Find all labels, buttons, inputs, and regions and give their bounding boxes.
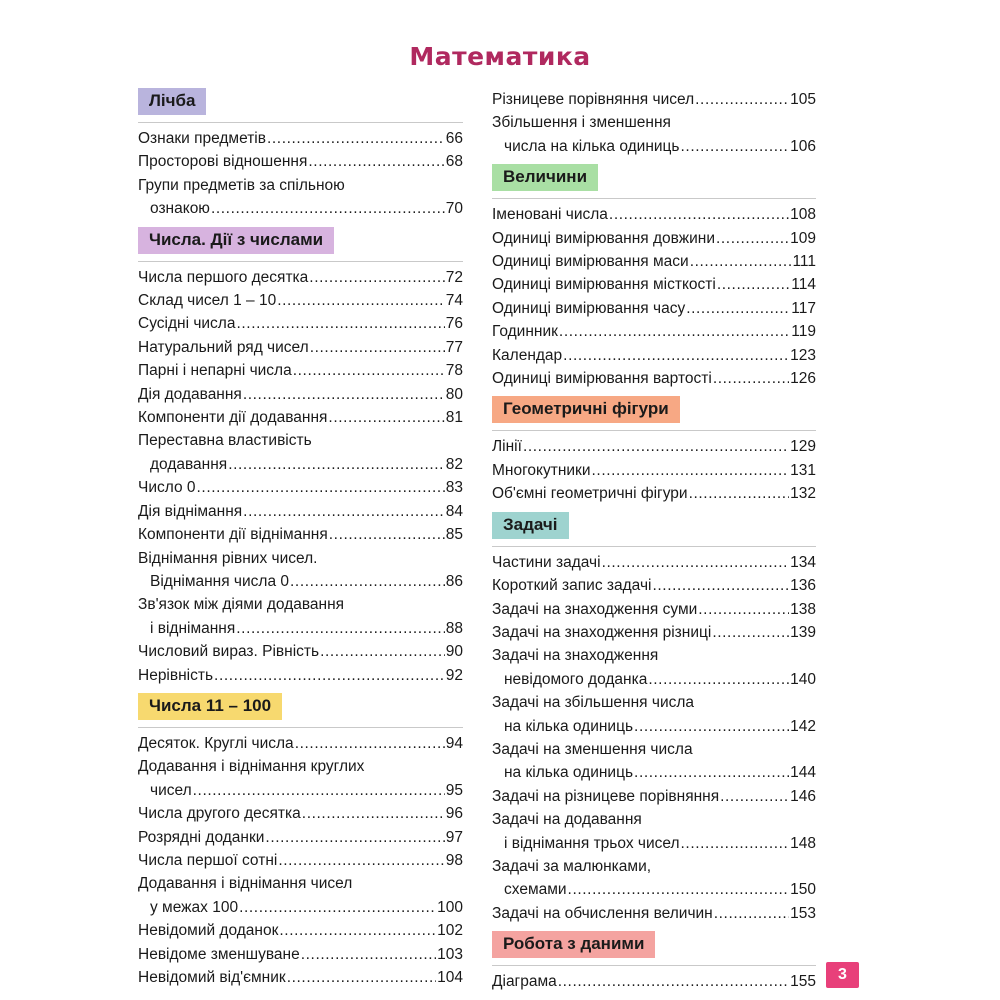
toc-entry-label: у межах 100 (150, 898, 239, 916)
toc-entry-label: Числа другого десятка (138, 805, 301, 823)
toc-entry-label: Десяток. Круглі числа (138, 734, 294, 752)
dot-leader (652, 574, 789, 597)
toc-entry-page: 90 (445, 643, 463, 661)
dot-leader (609, 203, 789, 226)
dot-leader (563, 344, 789, 367)
toc-entry-page: 80 (445, 385, 463, 403)
toc-entry-row (492, 367, 816, 390)
toc-entry-label: Парні і непарні числа (138, 362, 292, 380)
dot-leader (634, 761, 789, 784)
dot-leader (295, 732, 445, 755)
toc-entry-page: 98 (445, 851, 463, 869)
toc-entry-page: 104 (437, 969, 463, 986)
toc-entry-page: 78 (445, 362, 463, 380)
toc-entry-label: Задачі на зменшення числа (492, 740, 693, 758)
toc-entry-page: 76 (445, 315, 463, 333)
section-heading[interactable]: Числа 11 – 100 (138, 693, 282, 720)
toc-entry-label: Задачі за малюнками, (492, 857, 652, 875)
dot-leader (277, 289, 445, 312)
dot-leader (211, 197, 445, 220)
toc-entry-label: Календар (492, 346, 563, 364)
toc-entry-row (492, 320, 816, 343)
toc-entry-row (138, 943, 463, 966)
dot-leader (197, 476, 445, 499)
toc-entry-row (138, 919, 463, 942)
toc-entry-label: Многокутники (492, 461, 591, 479)
toc-entry[interactable] (492, 808, 816, 855)
toc-entry-label: Задачі на додавання (492, 811, 642, 829)
dot-leader (717, 273, 790, 296)
toc-entry-page: 102 (437, 922, 463, 940)
toc-entry-label: Натуральний ряд чисел (138, 338, 309, 356)
toc-entry[interactable] (138, 872, 463, 919)
toc-entry-row (492, 598, 816, 621)
toc-entry-row (492, 482, 816, 505)
toc-entry-label: на кілька одиниць (504, 764, 634, 782)
toc-entry-label: Іменовані числа (492, 206, 608, 224)
toc-entry[interactable] (138, 943, 463, 966)
toc-entry-label: Задачі на знаходження суми (492, 600, 698, 618)
toc-entry-row (138, 383, 463, 406)
toc-entry[interactable] (492, 551, 816, 574)
toc-entry-row (492, 761, 816, 784)
dot-leader (592, 459, 790, 482)
dot-leader (302, 802, 445, 825)
dot-leader (290, 570, 445, 593)
page-title: Математика (409, 42, 591, 71)
dot-leader (301, 943, 436, 966)
toc-entry-label: Число 0 (138, 479, 196, 497)
toc-entry-label: Склад чисел 1 – 10 (138, 292, 277, 310)
toc-entry-label: Одиниці вимірювання вартості (492, 370, 712, 388)
toc-entry-label: Задачі на знаходження різниці (492, 623, 712, 641)
toc-entry-label: Числовий вираз. Рівність (138, 643, 320, 661)
toc-entry-page: 72 (445, 268, 463, 286)
toc-entry[interactable] (138, 406, 463, 429)
toc-entry-row (492, 227, 816, 250)
dot-leader (329, 523, 445, 546)
toc-entry-label: Збільшення і зменшення (492, 114, 671, 132)
toc-entry[interactable] (138, 966, 463, 989)
toc-entry-page: 111 (792, 253, 816, 271)
dot-leader (689, 482, 790, 505)
dot-leader (309, 266, 444, 289)
toc-entry-label: на кілька одиниць (504, 717, 634, 735)
toc-entry-page: 88 (445, 619, 463, 637)
toc-entry-label: Віднімання рівних чисел. (138, 549, 318, 567)
toc-entry-label: Одиниці вимірювання довжини (492, 229, 715, 247)
toc-entry-label: схемами (504, 881, 567, 899)
toc-entry-label: Переставна властивість (138, 432, 312, 450)
toc-entry[interactable] (492, 970, 816, 993)
toc-entry-row (138, 896, 463, 919)
dot-leader (558, 970, 789, 993)
toc-entry-row (492, 832, 816, 855)
toc-entry[interactable] (138, 359, 463, 382)
toc-section (138, 88, 463, 221)
dot-leader (698, 598, 789, 621)
toc-entry-page: 136 (790, 577, 816, 595)
toc-entry-page: 92 (445, 666, 463, 684)
toc-entry[interactable] (492, 482, 816, 505)
toc-entry[interactable] (492, 598, 816, 621)
toc-entry-row (138, 476, 463, 499)
toc-entry-page: 100 (437, 898, 463, 916)
toc-entry-page: 109 (790, 229, 816, 247)
toc-entry-label: невідомого доданка (504, 670, 648, 688)
toc-entry-page: 148 (790, 834, 816, 852)
toc-entry-row (492, 250, 816, 273)
toc-entry-page: 103 (437, 945, 463, 963)
toc-entry-label: Віднімання числа 0 (150, 572, 290, 590)
toc-entry-page: 105 (790, 91, 816, 108)
page-number-badge: 3 (826, 962, 859, 988)
toc-entry-page: 150 (790, 881, 816, 899)
toc-entry[interactable] (492, 203, 816, 226)
toc-entry[interactable] (492, 367, 816, 390)
dot-leader (287, 966, 436, 989)
toc-entry-row (492, 435, 816, 458)
toc-entry-page: 85 (445, 526, 463, 544)
dot-leader (634, 715, 789, 738)
dot-leader (328, 406, 444, 429)
toc-entry-row (138, 640, 463, 663)
dot-leader (568, 878, 790, 901)
toc-entry-page: 96 (445, 805, 463, 823)
toc-entry-row (138, 197, 463, 220)
toc-entry-page: 139 (790, 623, 816, 641)
toc-entry-row (138, 570, 463, 593)
toc-entry-label: Нерівність (138, 666, 214, 684)
toc-entry-row (492, 970, 816, 993)
toc-entry[interactable] (492, 297, 816, 320)
toc-section (138, 227, 463, 687)
toc-entry[interactable] (492, 621, 816, 644)
section-divider (492, 430, 816, 431)
dot-leader (265, 826, 444, 849)
dot-leader (310, 336, 445, 359)
toc-entry-row (492, 715, 816, 738)
dot-leader (690, 250, 792, 273)
toc-entry[interactable] (492, 250, 816, 273)
dot-leader (320, 640, 445, 663)
toc-entry-page: 77 (445, 338, 463, 356)
toc-entry-page: 123 (790, 346, 816, 364)
dot-leader (602, 551, 790, 574)
toc-entry-label: Задачі на знаходження (492, 647, 659, 665)
toc-entry-label: Задачі на обчислення величин (492, 904, 713, 922)
toc-entry-row (492, 902, 816, 925)
toc-entry-label: Додавання і віднімання круглих (138, 758, 365, 776)
toc-entry-row (492, 203, 816, 226)
section-heading[interactable]: Задачі (492, 512, 569, 539)
dot-leader (714, 902, 789, 925)
toc-entry[interactable] (138, 919, 463, 942)
toc-entry-label: Невідомий від'ємник (138, 969, 286, 986)
toc-entry-label: Компоненти дії віднімання (138, 526, 328, 544)
toc-entry-label: Числа першої сотні (138, 851, 278, 869)
toc-entry-page: 119 (791, 323, 816, 341)
toc-entry-label: Одиниці вимірювання місткості (492, 276, 716, 294)
dot-leader (648, 668, 789, 691)
toc-entry[interactable] (138, 127, 463, 150)
toc-column-left (138, 88, 463, 995)
toc-entry-row (138, 779, 463, 802)
toc-entry-row (138, 359, 463, 382)
dot-leader (712, 621, 789, 644)
dot-leader (228, 453, 445, 476)
toc-entry-row (492, 574, 816, 597)
toc-entry-label: Числа першого десятка (138, 268, 309, 286)
toc-entry-row (492, 785, 816, 808)
toc-entry-page: 84 (445, 502, 463, 520)
toc-entry-page: 97 (445, 828, 463, 846)
toc-entry[interactable] (492, 88, 816, 111)
toc-entry[interactable] (138, 500, 463, 523)
toc-entry-row (138, 453, 463, 476)
toc-entry-page: 134 (790, 553, 816, 571)
dot-leader (278, 849, 444, 872)
toc-entry-row (138, 312, 463, 335)
toc-entry[interactable] (138, 802, 463, 825)
toc-entry-label: Групи предметів за спільною (138, 176, 345, 194)
toc-entry-label: Об'ємні геометричні фігури (492, 485, 688, 503)
toc-entry-row (138, 732, 463, 755)
dot-leader (267, 127, 445, 150)
toc-entry-label: Одиниці вимірювання маси (492, 253, 689, 271)
toc-entry-label: Розрядні доданки (138, 828, 265, 846)
toc-entry-label: Задачі на збільшення числа (492, 694, 695, 712)
section-divider (492, 546, 816, 547)
toc-entry[interactable] (492, 320, 816, 343)
toc-entry[interactable] (492, 738, 816, 785)
toc-entry-row (138, 802, 463, 825)
toc-entry-page: 117 (791, 299, 816, 317)
toc-entry-page: 142 (790, 717, 816, 735)
toc-entry-label: Компоненти дії додавання (138, 409, 328, 427)
toc-entry-label: Невідомий доданок (138, 922, 279, 940)
toc-entry-label: Частини задачі (492, 553, 601, 571)
toc-entry-page: 155 (790, 973, 816, 991)
toc-entry[interactable] (138, 150, 463, 173)
toc-entry-label: Дія додавання (138, 385, 242, 403)
dot-leader (681, 832, 790, 855)
toc-entry-label: Годинник (492, 323, 558, 341)
toc-entry-row (138, 127, 463, 150)
toc-entry[interactable] (138, 266, 463, 289)
toc-entry-row (138, 966, 463, 989)
toc-entry[interactable] (492, 111, 816, 158)
toc-entry-row (492, 459, 816, 482)
toc-entry-page: 66 (445, 130, 463, 147)
toc-entry-page: 74 (445, 292, 463, 310)
section-divider (138, 727, 463, 728)
toc-entry-label: Одиниці вимірювання часу (492, 299, 686, 317)
toc-entry[interactable] (492, 902, 816, 925)
dot-leader (716, 227, 789, 250)
toc-entry-page: 94 (445, 734, 463, 752)
dot-leader (279, 919, 436, 942)
dot-leader (239, 896, 436, 919)
toc-entry-label: Ознаки предметів (138, 130, 266, 147)
toc-entry-label: Лінії (492, 438, 522, 456)
toc-section (492, 396, 816, 505)
toc-entry[interactable] (492, 855, 816, 902)
toc-entry-page: 68 (445, 153, 463, 171)
toc-entry[interactable] (492, 227, 816, 250)
toc-entry[interactable] (492, 273, 816, 296)
toc-entry-page: 114 (791, 276, 816, 294)
toc-entry[interactable] (138, 383, 463, 406)
toc-entry-row (492, 551, 816, 574)
toc-entry-page: 138 (790, 600, 816, 618)
toc-entry[interactable] (492, 344, 816, 367)
toc-entry-page: 126 (790, 370, 816, 388)
toc-entry[interactable] (492, 691, 816, 738)
toc-entry-row (138, 664, 463, 687)
toc-entry-row (492, 297, 816, 320)
dot-leader (523, 435, 789, 458)
toc-entry-page: 86 (445, 572, 463, 590)
toc-entry[interactable] (138, 523, 463, 546)
toc-entry-row (492, 88, 816, 111)
dot-leader (686, 297, 790, 320)
toc-entry-row (138, 523, 463, 546)
toc-entry-row (138, 617, 463, 640)
toc-entry[interactable] (138, 476, 463, 499)
toc-entry[interactable] (492, 459, 816, 482)
toc-entry-label: Додавання і віднімання чисел (138, 875, 353, 893)
toc-continued-entries (492, 88, 816, 158)
dot-leader (243, 383, 445, 406)
toc-entry-label: числа на кілька одиниць (504, 137, 680, 155)
section-divider (138, 122, 463, 123)
toc-entry-label: Короткий запис задачі (492, 577, 652, 595)
toc-entry-row (138, 406, 463, 429)
toc-entry-row (492, 273, 816, 296)
toc-entry-label: Зв'язок між діями додавання (138, 596, 345, 614)
toc-entry[interactable] (138, 664, 463, 687)
toc-section (138, 693, 463, 989)
toc-entry[interactable] (138, 826, 463, 849)
dot-leader (236, 312, 444, 335)
section-heading[interactable]: Робота з даними (492, 931, 655, 958)
toc-entry-label: Невідоме зменшуване (138, 945, 300, 963)
toc-entry[interactable] (138, 755, 463, 802)
toc-section (492, 164, 816, 390)
dot-leader (243, 500, 445, 523)
toc-entry-page: 82 (445, 455, 463, 473)
section-divider (492, 965, 816, 966)
toc-entry[interactable] (492, 435, 816, 458)
section-heading[interactable]: Величини (492, 164, 598, 191)
toc-entry-label: Дія віднімання (138, 502, 243, 520)
toc-entry[interactable] (492, 574, 816, 597)
toc-column-right (492, 88, 816, 1000)
toc-entry[interactable] (138, 429, 463, 476)
toc-entry-row (492, 621, 816, 644)
toc-entry-page: 83 (445, 479, 463, 497)
section-heading[interactable]: Лічба (138, 88, 206, 115)
toc-entry-label: Діаграма (492, 973, 557, 991)
toc-entry-row (138, 150, 463, 173)
toc-entry-page: 70 (445, 200, 463, 218)
toc-entry-row (138, 826, 463, 849)
dot-leader (720, 785, 789, 808)
dot-leader (236, 617, 444, 640)
dot-leader (681, 135, 790, 158)
toc-entry[interactable] (138, 312, 463, 335)
toc-entry-label: Просторові відношення (138, 153, 308, 171)
toc-entry-page: 81 (445, 409, 463, 427)
toc-entry-page: 108 (790, 206, 816, 224)
toc-entry[interactable] (138, 849, 463, 872)
toc-entry-row (492, 344, 816, 367)
toc-entry[interactable] (138, 640, 463, 663)
toc-entry[interactable] (492, 644, 816, 691)
toc-entry[interactable] (138, 593, 463, 640)
toc-entry-label: Задачі на різницеве порівняння (492, 787, 720, 805)
toc-entry-row (492, 878, 816, 901)
toc-entry-row (138, 500, 463, 523)
toc-entry-page: 131 (790, 461, 816, 479)
toc-entry-row (138, 849, 463, 872)
dot-leader (559, 320, 790, 343)
toc-entry-label: і віднімання (150, 619, 236, 637)
toc-entry-page: 146 (790, 787, 816, 805)
toc-entry-page: 132 (790, 485, 816, 503)
toc-entry-label: чисел (150, 781, 192, 799)
toc-entry[interactable] (138, 336, 463, 359)
toc-section (492, 512, 816, 926)
toc-entry-page: 106 (790, 137, 816, 155)
dot-leader (308, 150, 444, 173)
dot-leader (193, 779, 445, 802)
toc-entry-label: Сусідні числа (138, 315, 236, 333)
toc-entry-row (138, 266, 463, 289)
toc-entry[interactable] (138, 174, 463, 221)
toc-entry[interactable] (492, 785, 816, 808)
dot-leader (695, 88, 789, 111)
toc-entry-page: 144 (790, 764, 816, 782)
toc-section (492, 931, 816, 993)
toc-entry[interactable] (138, 289, 463, 312)
toc-entry[interactable] (138, 547, 463, 594)
dot-leader (293, 359, 445, 382)
toc-entry[interactable] (138, 732, 463, 755)
section-heading[interactable]: Геометричні фігури (492, 396, 680, 423)
section-divider (492, 198, 816, 199)
toc-entry-page: 95 (445, 781, 463, 799)
section-divider (138, 261, 463, 262)
toc-entry-label: і віднімання трьох чисел (504, 834, 680, 852)
dot-leader (214, 664, 445, 687)
dot-leader (713, 367, 789, 390)
section-heading[interactable]: Числа. Дії з числами (138, 227, 334, 254)
toc-entry-row (138, 336, 463, 359)
toc-entry-page: 153 (790, 904, 816, 922)
toc-entry-page: 129 (790, 438, 816, 456)
toc-entry-label: Різницеве порівняння чисел (492, 91, 695, 108)
toc-entry-label: ознакою (150, 200, 210, 218)
toc-entry-row (492, 668, 816, 691)
toc-entry-page: 140 (790, 670, 816, 688)
toc-entry-row (138, 289, 463, 312)
toc-entry-label: додавання (150, 455, 228, 473)
toc-entry-row (492, 135, 816, 158)
